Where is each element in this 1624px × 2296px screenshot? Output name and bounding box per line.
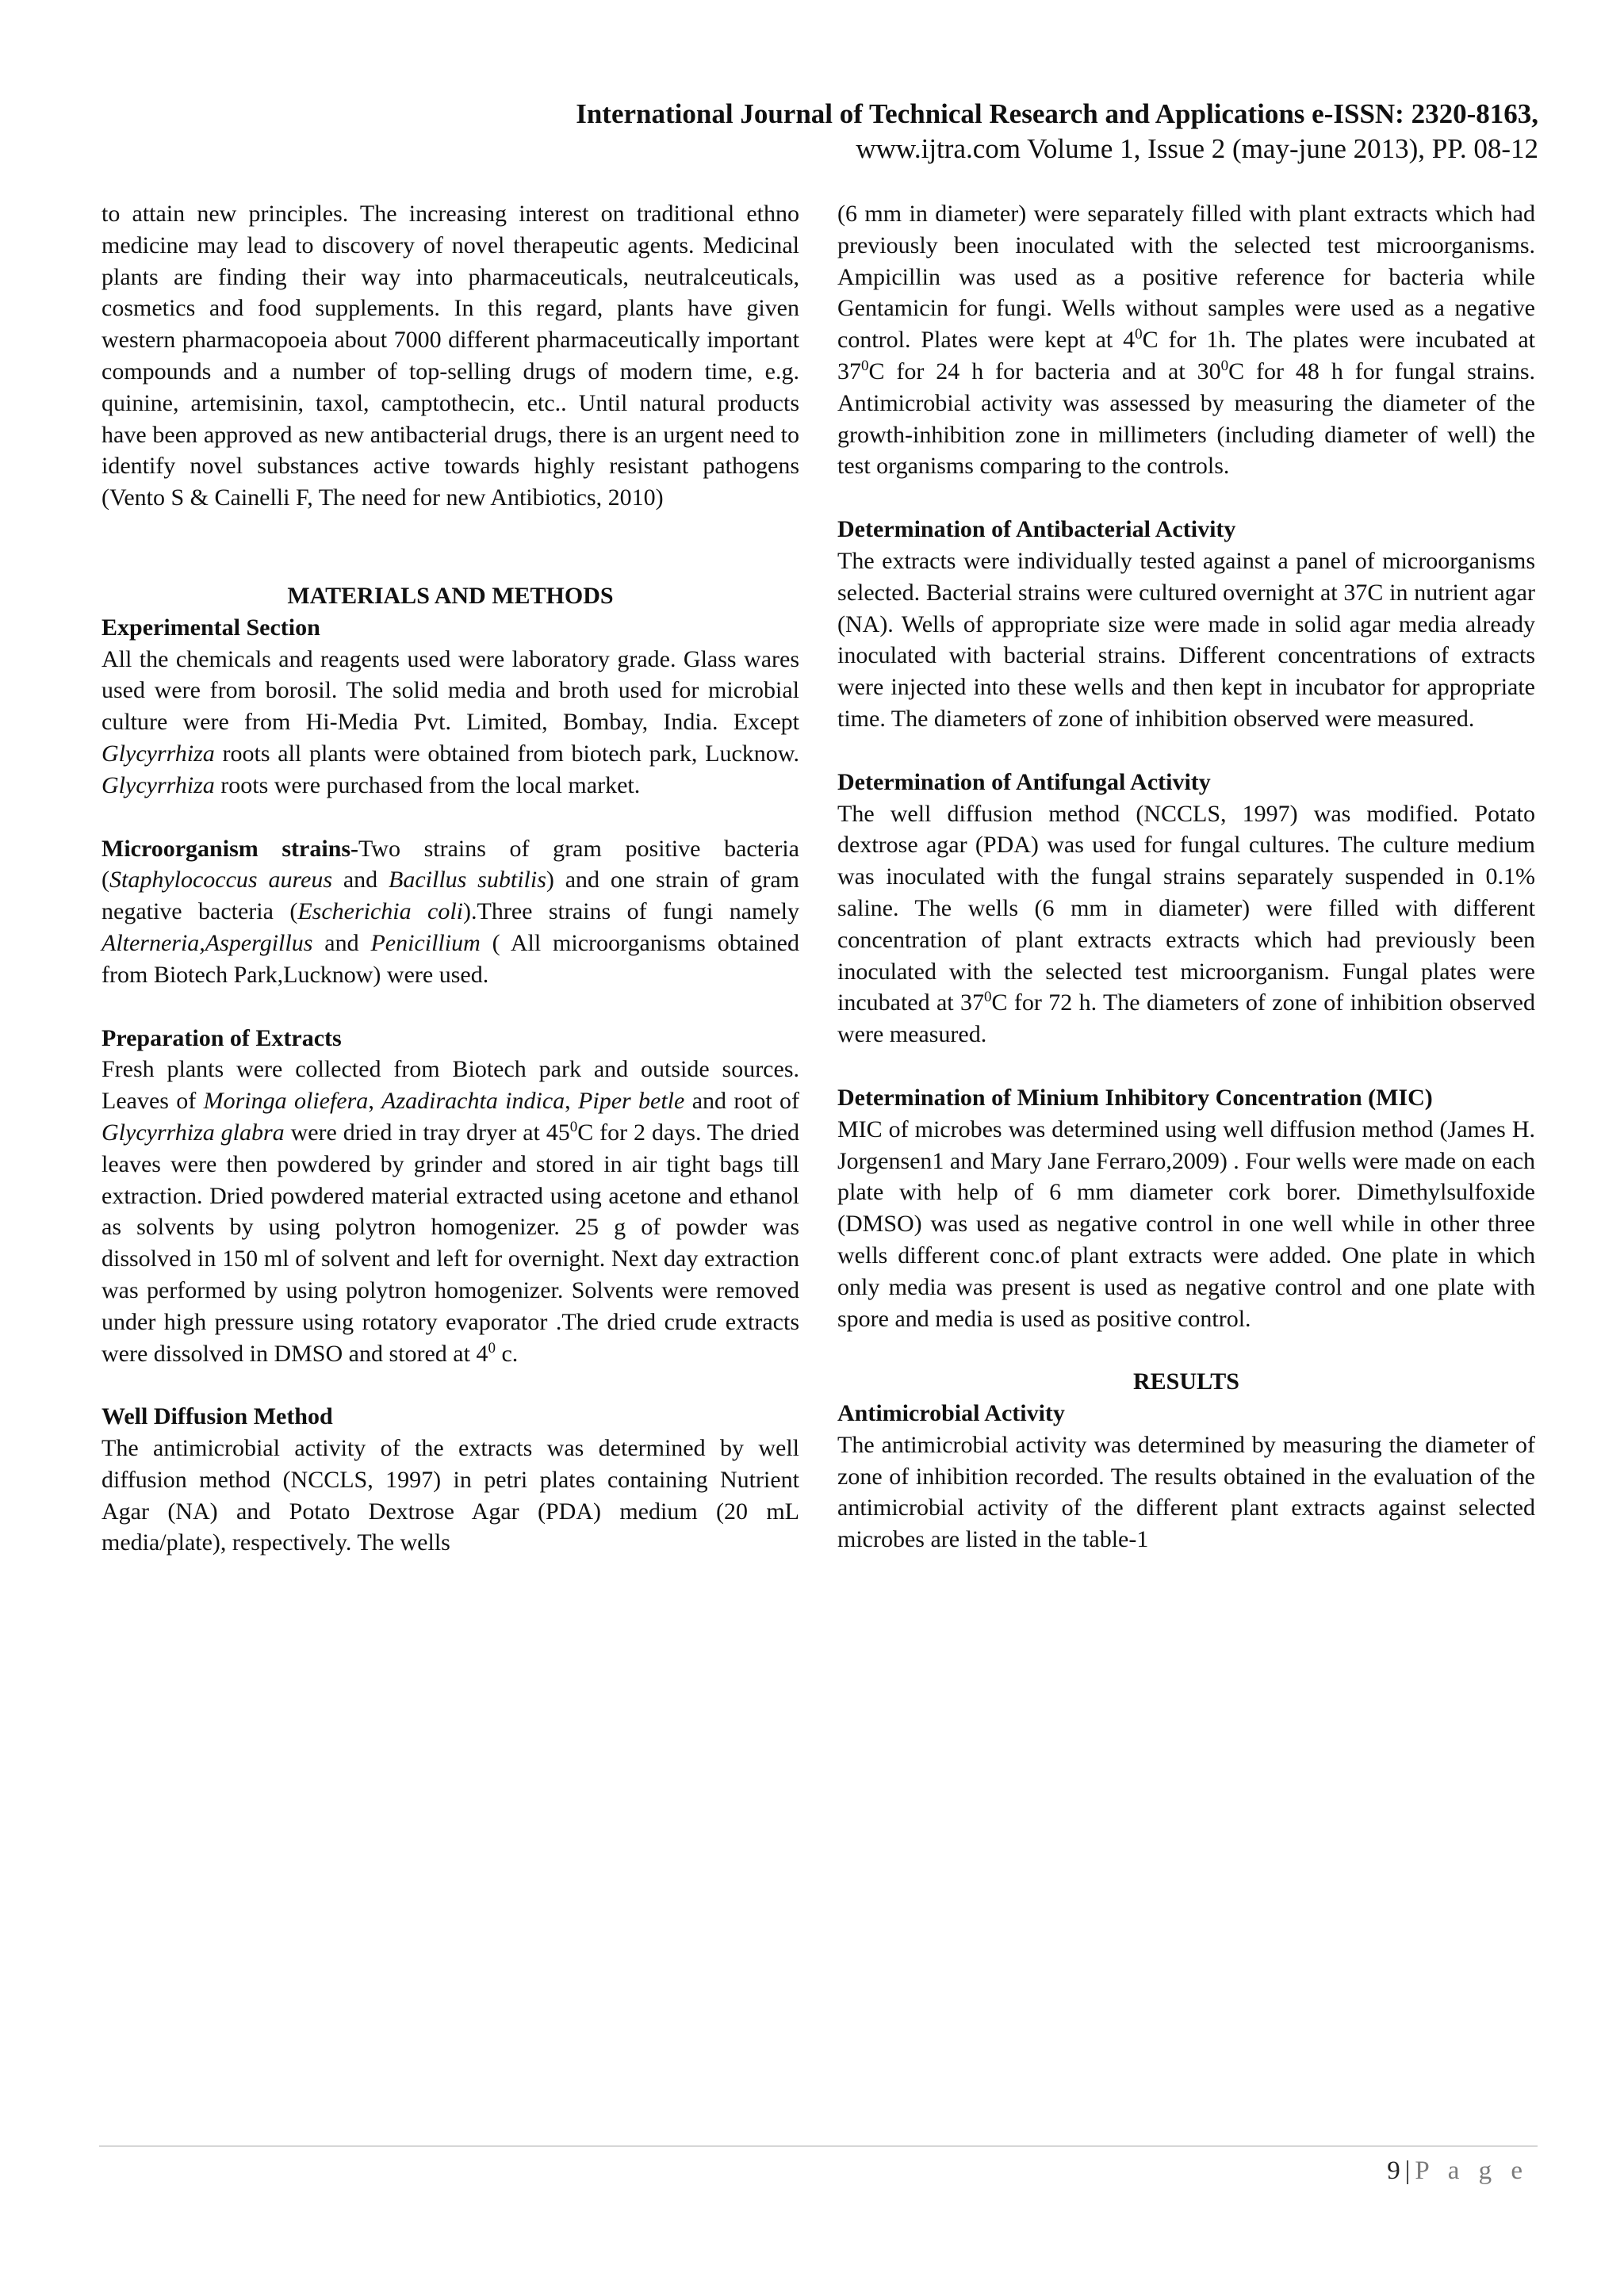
experimental-paragraph: All the chemicals and reagents used were laboratory grade. Glass wares used were from borosil. The solid media and broth used for microbial culture were from Hi-Media Pvt. Limited, Bombay, India. Except Glycyrrhiza roots all plants were obtained from biotech park, Lucknow. Glycyrrhiza roots were purchased from the local market. (102, 645, 799, 798)
antimicrobial-activity-paragraph: The antimicrobial activity was determined by measuring the diameter of zone of inhibition recorded. The results obtained in the evaluation of the antimicrobial activity of the different plant extracts against selected microbes are listed in the table-1 (837, 1431, 1535, 1553)
left-column (102, 198, 799, 1559)
experimental-section-heading: Experimental Section (102, 614, 320, 641)
antibacterial-paragraph: The extracts were individually tested against a panel of microorganisms selected. Bacterial strains were cultured overnight at 37C in nutrient agar (NA). Wells of appropriate size were made in solid agar media already inoculated with bacterial strains. Different concentrations of extracts were injected into these wells and then kept in incubator for appropriate time. The diameters of zone of inhibition observed were measured. (837, 547, 1535, 732)
footer-divider (99, 2145, 1538, 2147)
journal-header (270, 97, 1538, 166)
page-footer (1387, 2155, 1529, 2187)
preparation-heading: Preparation of Extracts (102, 1024, 342, 1051)
well-diffusion-paragraph: The antimicrobial activity of the extracts was determined by well diffusion method (NCCLS, 1997) in petri plates containing Nutrient Agar (NA) and Potato Dextrose Agar (PDA) medium (20 mL media/plate), respectively. The wells (102, 1435, 799, 1556)
mic-heading: Determination of Minium Inhibitory Concentration (MIC) (837, 1084, 1433, 1111)
antifungal-heading: Determination of Antifungal Activity (837, 768, 1211, 795)
page-number: 9 (1387, 2156, 1400, 2185)
well-continued-paragraph: (6 mm in diameter) were separately filled with plant extracts which had previously been inoculated with the selected test microorganisms. Ampicillin was used as a positive reference for bacteria while Gentamicin for fungi. Wells without samples were used as a negative control. Plates were kept at $4^0C$ for 1h. The plates were incubated at $37^0C$ for 24 h for bacteria and at $30^0C$ for 48 h for fungal strains. Antimicrobial activity was assessed by measuring the diameter of the growth-inhibition zone in millimeters (including diameter of well) the test organisms comparing to the controls. (837, 201, 1536, 480)
antibacterial-heading: Determination of Antibacterial Activity (837, 516, 1236, 543)
journal-volume-info: www.ijtra.com Volume 1, Issue 2 (may-june 2013), PP. 08-12 (856, 133, 1538, 164)
page-label: P a g e (1415, 2156, 1529, 2185)
page-separator: | (1404, 2156, 1411, 2185)
right-column (837, 198, 1535, 1556)
microorganism-paragraph: Microorganism strains-Two strains of gram positive bacteria (Staphylococcus aureus and Bacillus subtilis) and one strain of gram negative bacteria (Escherichia coli).Three strains of fungi namely Alterneria,Aspergillus and Penicillium ( All microorganisms obtained from Biotech Park,Lucknow) were used. (102, 835, 799, 988)
journal-title: International Journal of Technical Research and Applications e-ISSN: 2320-8163, (576, 98, 1538, 129)
antifungal-paragraph: The well diffusion method (NCCLS, 1997) was modified. Potato dextrose agar (PDA) was used for fungal cultures. The culture medium was inoculated with the fungal strains separately suspended in 0.1% saline. The wells (6 mm in diameter) were filled with different concentration of plant extracts extracts which had previously been inoculated with the selected test microorganism. Fungal plates were incubated at $37^0C$ for 72 h. The diameters of zone of inhibition observed were measured. (837, 800, 1535, 1048)
mic-paragraph: MIC of microbes was determined using well diffusion method (James H. Jorgensen1 and Mary Jane Ferraro,2009) . Four wells were made on each plate with help of 6 mm diameter cork borer. Dimethylsulfoxide (DMSO) was used as negative control in one well while in other three wells different conc.of plant extracts were added. One plate in which only media was present is used as negative control and one plate with spore and media is used as positive control. (837, 1115, 1536, 1332)
well-diffusion-heading: Well Diffusion Method (102, 1403, 333, 1430)
antimicrobial-activity-heading: Antimicrobial Activity (837, 1400, 1065, 1427)
intro-paragraph: to attain new principles. The increasing interest on traditional ethno medicine may lead to discovery of novel therapeutic agents. Medicinal plants are finding their way into pharmaceuticals, neutralceuticals, cosmetics and food supplements. In this regard, plants have given western pharmacopoeia about 7000 different pharmaceutically important compounds and a number of top-selling drugs of modern time, e.g. quinine, artemisinin, taxol, camptothecin, etc.. Until natural products have been approved as new antibacterial drugs, there is an urgent need to identify novel substances active towards highly resistant pathogens (Vento S & Cainelli F, The need for new Antibiotics, 2010) (102, 201, 799, 511)
preparation-paragraph: Fresh plants were collected from Biotech park and outside sources. Leaves of Moringa oliefera, Azadirachta indica, Piper betle and root of Glycyrrhiza glabra were dried in tray dryer at $45^0C$ for 2 days. The dried leaves were then powdered by grinder and stored in air tight bags till extraction. Dried powdered material extracted using acetone and ethanol as solvents by using polytron homogenizer. 25 g of powder was dissolved in 150 ml of solvent and left for overnight. Next day extraction was performed by using polytron homogenizer. Solvents were removed under high pressure using rotatory evaporator .The dried crude extracts were dissolved in DMSO and stored at $4^0$ c. (102, 1056, 800, 1367)
results-heading: RESULTS (1133, 1368, 1239, 1395)
microorganism-lead: Microorganism strains- (102, 835, 359, 862)
materials-methods-heading: MATERIALS AND METHODS (287, 582, 614, 609)
